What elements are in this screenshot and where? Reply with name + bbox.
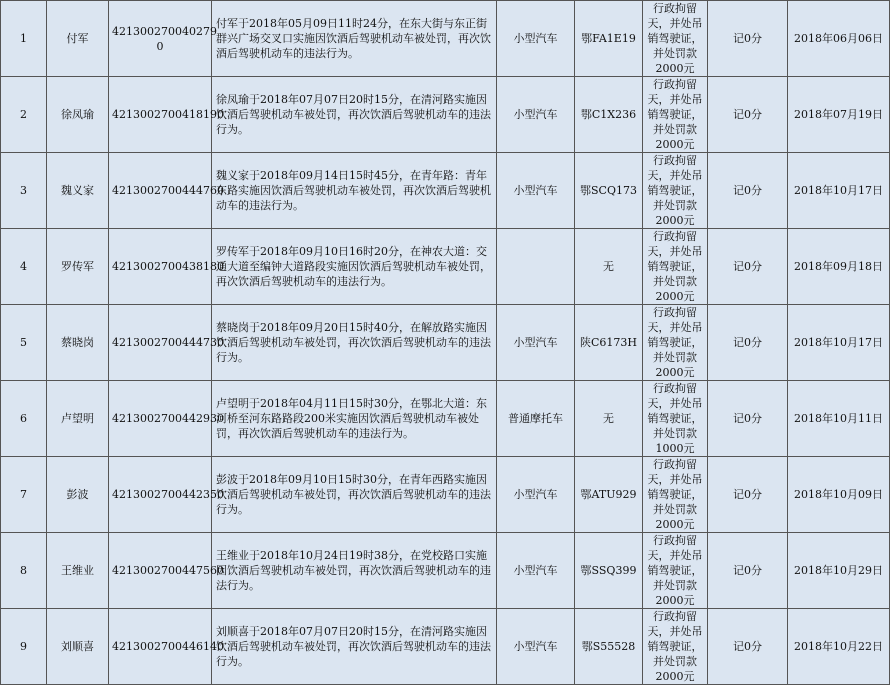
points-deducted: 记0分	[708, 229, 788, 305]
row-number: 4	[1, 229, 47, 305]
vehicle-type: 小型汽车	[497, 1, 575, 77]
vehicle-type: 小型汽车	[497, 305, 575, 381]
penalty-text: 行政拘留天，并处吊销驾驶证，并处罚款2000元	[643, 229, 708, 305]
license-id: 4213002700444760	[109, 153, 212, 229]
decision-date: 2018年10月29日	[788, 533, 890, 609]
table-row	[1, 153, 890, 229]
points-deducted: 记0分	[708, 305, 788, 381]
table-row	[1, 305, 890, 381]
person-name: 徐凤瑜	[47, 77, 109, 153]
table-row	[1, 1, 890, 77]
license-id: 4213002700442350	[109, 457, 212, 533]
plate-number: 陕C6173H	[575, 305, 643, 381]
license-id: 4213002700418190	[109, 77, 212, 153]
plate-number: 无	[575, 381, 643, 457]
points-deducted: 记0分	[708, 1, 788, 77]
table-row	[1, 381, 890, 457]
row-number: 8	[1, 533, 47, 609]
penalty-text: 行政拘留天，并处吊销驾驶证，并处罚款1000元	[643, 381, 708, 457]
table-row	[1, 609, 890, 685]
decision-date: 2018年06月06日	[788, 1, 890, 77]
person-name: 蔡晓岗	[47, 305, 109, 381]
decision-date: 2018年09月18日	[788, 229, 890, 305]
violation-description: 刘顺喜于2018年07月07日20时15分，在清河路实施因饮酒后驾驶机动车被处罚，再次饮酒后驾驶机动车的违法行为。	[212, 609, 497, 685]
points-deducted: 记0分	[708, 609, 788, 685]
person-name: 罗传军	[47, 229, 109, 305]
vehicle-type: 小型汽车	[497, 153, 575, 229]
row-number: 9	[1, 609, 47, 685]
violation-description: 徐凤瑜于2018年07月07日20时15分，在清河路实施因饮酒后驾驶机动车被处罚，再次饮酒后驾驶机动车的违法行为。	[212, 77, 497, 153]
plate-number: 鄂ATU929	[575, 457, 643, 533]
penalty-text: 行政拘留天，并处吊销驾驶证，并处罚款2000元	[643, 533, 708, 609]
decision-date: 2018年10月09日	[788, 457, 890, 533]
row-number: 2	[1, 77, 47, 153]
penalty-text: 行政拘留天，并处吊销驾驶证，并处罚款2000元	[643, 153, 708, 229]
plate-number: 鄂C1X236	[575, 77, 643, 153]
violation-description: 彭波于2018年09月10日15时30分，在青年西路实施因饮酒后驾驶机动车被处罚，再次饮酒后驾驶机动车的违法行为。	[212, 457, 497, 533]
plate-number: 鄂FA1E19	[575, 1, 643, 77]
license-id: 4213002700438180	[109, 229, 212, 305]
row-number: 5	[1, 305, 47, 381]
person-name: 付军	[47, 1, 109, 77]
vehicle-type: 普通摩托车	[497, 381, 575, 457]
vehicle-type: 小型汽车	[497, 609, 575, 685]
license-id: 4213002700444730	[109, 305, 212, 381]
table-row	[1, 77, 890, 153]
row-number: 6	[1, 381, 47, 457]
table-row	[1, 229, 890, 305]
row-number: 3	[1, 153, 47, 229]
person-name: 卢望明	[47, 381, 109, 457]
violation-description: 蔡晓岗于2018年09月20日15时40分，在解放路实施因饮酒后驾驶机动车被处罚，再次饮酒后驾驶机动车的违法行为。	[212, 305, 497, 381]
decision-date: 2018年10月17日	[788, 305, 890, 381]
penalty-text: 行政拘留天，并处吊销驾驶证，并处罚款2000元	[643, 77, 708, 153]
points-deducted: 记0分	[708, 457, 788, 533]
vehicle-type: 小型汽车	[497, 77, 575, 153]
person-name: 王维业	[47, 533, 109, 609]
decision-date: 2018年10月11日	[788, 381, 890, 457]
vehicle-type: 小型汽车	[497, 533, 575, 609]
violation-description: 王维业于2018年10月24日19时38分，在党校路口实施因饮酒后驾驶机动车被处罚，再次饮酒后驾驶机动车的违法行为。	[212, 533, 497, 609]
penalty-text: 行政拘留天，并处吊销驾驶证，并处罚款2000元	[643, 1, 708, 77]
violation-description: 魏义家于2018年09月14日15时45分，在青年路：青年东路实施因饮酒后驾驶机动车被处罚，再次饮酒后驾驶机动车的违法行为。	[212, 153, 497, 229]
points-deducted: 记0分	[708, 153, 788, 229]
plate-number: 无	[575, 229, 643, 305]
license-id: 4213002700447560	[109, 533, 212, 609]
person-name: 刘顺喜	[47, 609, 109, 685]
points-deducted: 记0分	[708, 533, 788, 609]
license-id: 421300270040279​0	[109, 1, 212, 77]
row-number: 1	[1, 1, 47, 77]
decision-date: 2018年10月22日	[788, 609, 890, 685]
table-body	[1, 1, 890, 685]
plate-number: 鄂S55528	[575, 609, 643, 685]
violation-description: 付军于2018年05月09日11时24分，在东大街与东正街群兴广场交叉口实施因饮酒后驾驶机动车被处罚，再次饮酒后驾驶机动车的违法行为。	[212, 1, 497, 77]
penalty-text: 行政拘留天，并处吊销驾驶证，并处罚款2000元	[643, 305, 708, 381]
violation-description: 卢望明于2018年04月11日15时30分，在鄂北大道：东河桥至河东路路段200米实施因饮酒后驾驶机动车被处罚，再次饮酒后驾驶机动车的违法行为。	[212, 381, 497, 457]
plate-number: 鄂SCQ173	[575, 153, 643, 229]
points-deducted: 记0分	[708, 77, 788, 153]
decision-date: 2018年07月19日	[788, 77, 890, 153]
license-id: 4213002700446140	[109, 609, 212, 685]
table-row	[1, 457, 890, 533]
vehicle-type	[497, 229, 575, 305]
vehicle-type: 小型汽车	[497, 457, 575, 533]
license-id: 4213002700442930	[109, 381, 212, 457]
penalty-text: 行政拘留天，并处吊销驾驶证，并处罚款2000元	[643, 609, 708, 685]
person-name: 彭波	[47, 457, 109, 533]
decision-date: 2018年10月17日	[788, 153, 890, 229]
table-row	[1, 533, 890, 609]
plate-number: 鄂SSQ399	[575, 533, 643, 609]
penalty-text: 行政拘留天，并处吊销驾驶证，并处罚款2000元	[643, 457, 708, 533]
violation-description: 罗传军于2018年09月10日16时20分，在神农大道：交通大道至编钟大道路段实施因饮酒后驾驶机动车被处罚，再次饮酒后驾驶机动车的违法行为。	[212, 229, 497, 305]
person-name: 魏义家	[47, 153, 109, 229]
points-deducted: 记0分	[708, 381, 788, 457]
row-number: 7	[1, 457, 47, 533]
